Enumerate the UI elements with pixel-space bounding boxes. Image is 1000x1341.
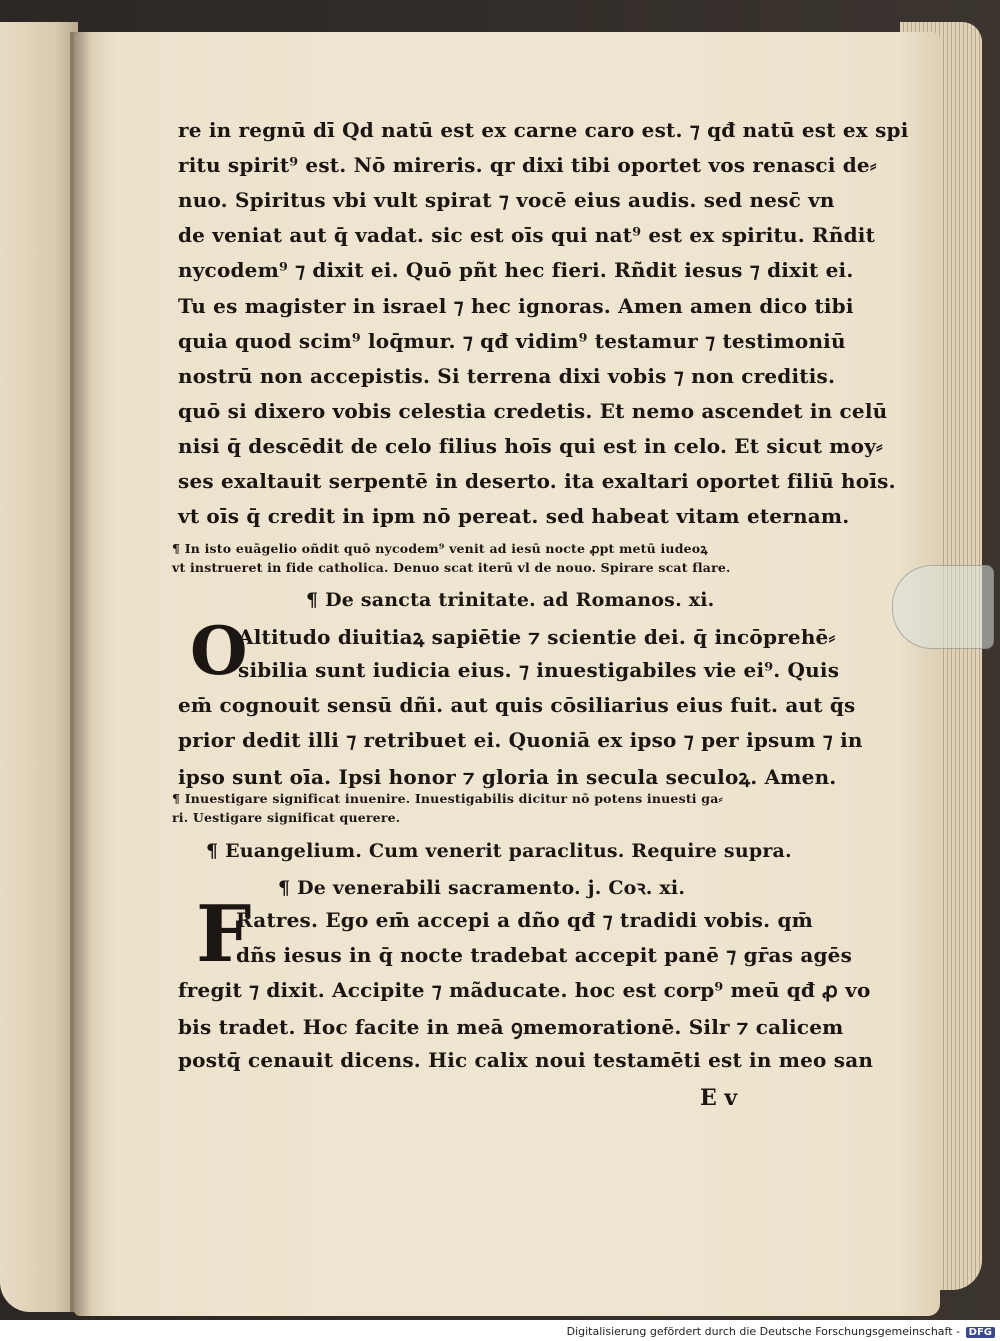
credit-bar <box>0 1320 1000 1341</box>
text-line: de veniat aut q̄ vadat. sic est oīs qui nat⁹ est ex spiritu. Rñdit <box>178 223 876 247</box>
text-line: nycodem⁹ ⁊ dixit ei. Quō pñt hec fieri. Rñdit iesus ⁊ dixit ei. <box>178 258 854 282</box>
text-line: bis tradet. Hoc facite in meā ꝯmemorationē. Silr ⁊ calicem <box>178 1015 844 1039</box>
credit-text: Digitalisierung gefördert durch die Deutsche Forschungsgemeinschaft - <box>566 1325 960 1338</box>
text-line: sibilia sunt iudicia eius. ⁊ inuestigabiles vie ei⁹. Quis <box>238 658 840 682</box>
text-line: Tu es magister in israel ⁊ hec ignoras. Amen amen dico tibi <box>178 294 854 318</box>
drop-cap: O <box>190 612 248 690</box>
text-line: Altitudo diuitiaꝝ sapiētie ⁊ scientie dei. q̄ incōprehē⸗ <box>238 625 836 649</box>
text-line: ritu spirit⁹ est. Nō mireris. qr dixi tibi oportet vos renasci de⸗ <box>178 153 877 177</box>
text-line: quō si dixero vobis celestia credetis. Et nemo ascendet in celū <box>178 399 888 423</box>
dfg-logo: DFG <box>966 1327 995 1338</box>
drop-cap: F <box>196 889 252 980</box>
gloss-line: ¶ In isto euāgelio oñdit quō nycodem⁹ venit ad iesū nocte ꝓpt metū iudeoꝝ <box>172 541 708 556</box>
left-page-edge <box>0 22 78 1312</box>
signature-mark: E v <box>700 1085 738 1111</box>
section-heading: ¶ De sancta trinitate. ad Romanos. xi. <box>306 589 715 611</box>
gloss-line: ¶ Inuestigare significat inuenire. Inuestigabilis dicitur nō potens inuesti ga⸗ <box>172 791 723 806</box>
text-line: quia quod scim⁹ loq̄mur. ⁊ qđ vidim⁹ testamur ⁊ testimoniū <box>178 329 846 353</box>
text-line: vt oīs q̄ credit in ipm nō pereat. sed habeat vitam eternam. <box>178 504 850 528</box>
text-line: prior dedit illi ⁊ retribuet ei. Quoniā ex ipso ⁊ per ipsum ⁊ in <box>178 728 863 752</box>
text-line: nisi q̄ descēdit de celo filius hoīs qui est in celo. Et sicut moy⸗ <box>178 434 883 458</box>
text-line: dñs iesus in q̄ nocte tradebat accepit panē ⁊ gr̄as agēs <box>236 943 853 967</box>
text-line: Ratres. Ego em̄ accepi a dño qđ ⁊ tradidi vobis. qm̄ <box>236 908 814 932</box>
text-line: ipso sunt oīa. Ipsi honor ⁊ gloria in secula seculoꝝ. Amen. <box>178 765 837 789</box>
text-line: nuo. Spiritus vbi vult spirat ⁊ vocē eius audis. sed nesc̄ vn <box>178 188 835 212</box>
page-clip <box>892 565 994 649</box>
text-line: ses exaltauit serpentē in deserto. ita exaltari oportet filiū hoīs. <box>178 469 896 493</box>
gloss-line: vt instrueret in fide catholica. Denuo scat iterū vl de nouo. Spirare scat flare. <box>172 560 731 575</box>
gloss-line: ri. Uestigare significat querere. <box>172 810 401 825</box>
text-line: postq̄ cenauit dicens. Hic calix noui testamēti est in meo san <box>178 1048 874 1072</box>
text-line: re in regnū dī Qd natū est ex carne caro est. ⁊ qđ natū est ex spi <box>178 118 909 142</box>
section-heading: ¶ Euangelium. Cum venerit paraclitus. Require supra. <box>206 840 792 862</box>
text-line: em̄ cognouit sensū dñi. aut quis cōsiliarius eius fuit. aut q̄s <box>178 693 856 717</box>
text-line: fregit ⁊ dixit. Accipite ⁊ mãducate. hoc est corp⁹ meū qđ ꝓ vo <box>178 978 871 1002</box>
text-line: nostrū non accepistis. Si terrena dixi vobis ⁊ non creditis. <box>178 364 836 388</box>
section-heading: ¶ De venerabili sacramento. j. Coꝛ. xi. <box>278 877 686 899</box>
gutter-shadow <box>70 32 92 1316</box>
